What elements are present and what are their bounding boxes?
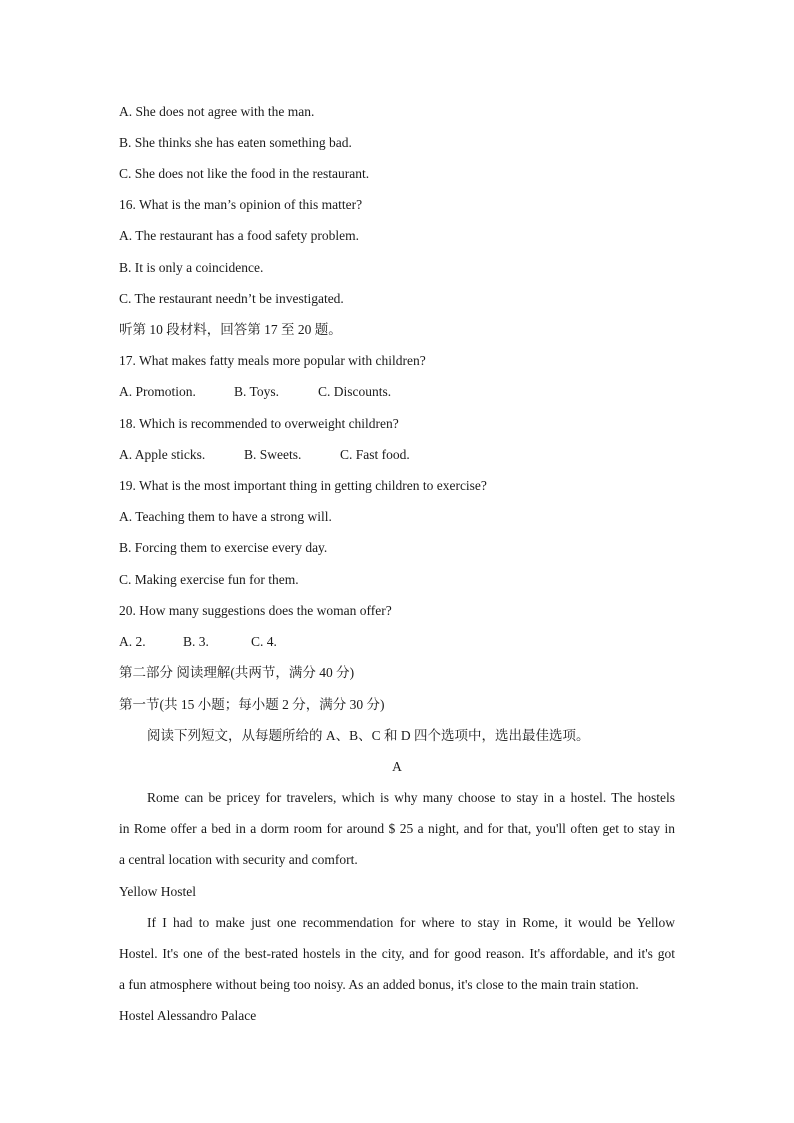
q16-option-c: C. The restaurant needn’t be investigated. bbox=[119, 291, 344, 306]
q18-option-a: A. Apple sticks. bbox=[119, 447, 206, 462]
q15-option-b: B. She thinks she has eaten something bad. bbox=[119, 135, 352, 150]
listening-instruction: 听第 10 段材料，回答第 17 至 20 题。 bbox=[119, 322, 342, 337]
q19-option-c: C. Making exercise fun for them. bbox=[119, 572, 299, 587]
q17-options bbox=[119, 383, 391, 401]
passage-label: A bbox=[392, 759, 402, 774]
q15-option-a: A. She does not agree with the man. bbox=[119, 104, 315, 119]
q17-option-a: A. Promotion. bbox=[119, 384, 196, 399]
hostel2-name: Hostel Alessandro Palace bbox=[119, 1008, 257, 1023]
q20-options bbox=[119, 633, 277, 651]
q16-question: 16. What is the man’s opinion of this matter? bbox=[119, 197, 363, 212]
q18-option-c: C. Fast food. bbox=[340, 447, 410, 462]
q18-question: 18. Which is recommended to overweight children? bbox=[119, 416, 399, 431]
hostel1-name: Yellow Hostel bbox=[119, 884, 197, 899]
q18-option-b: B. Sweets. bbox=[244, 447, 302, 462]
q19-question: 19. What is the most important thing in getting children to exercise? bbox=[119, 478, 487, 493]
hostel1-line-1: If I had to make just one recommendation for where to stay in Rome, it would be Yellow bbox=[147, 915, 675, 930]
q20-option-b: B. 3. bbox=[183, 634, 209, 649]
reading-instruction: 阅读下列短文，从每题所给的 A、B、C 和 D 四个选项中，选出最佳选项。 bbox=[147, 728, 590, 743]
passage-intro-line-2: in Rome offer a bed in a dorm room for around $ 25 a night, and for that, you'll often get to stay in bbox=[119, 821, 675, 836]
section1-heading: 第一节(共 15 小题；每小题 2 分，满分 30 分) bbox=[119, 697, 385, 712]
passage-intro-line-1: Rome can be pricey for travelers, which is why many choose to stay in a hostel. The hostels bbox=[147, 790, 675, 805]
q15-option-c: C. She does not like the food in the restaurant. bbox=[119, 166, 370, 181]
q17-question: 17. What makes fatty meals more popular with children? bbox=[119, 353, 426, 368]
part2-heading: 第二部分 阅读理解(共两节，满分 40 分) bbox=[119, 665, 355, 680]
q20-option-c: C. 4. bbox=[251, 634, 277, 649]
q19-option-b: B. Forcing them to exercise every day. bbox=[119, 540, 328, 555]
q19-option-a: A. Teaching them to have a strong will. bbox=[119, 509, 332, 524]
hostel1-line-2: Hostel. It's one of the best-rated hostels in the city, and for good reason. It's affordable, and it's got bbox=[119, 946, 675, 961]
q20-option-a: A. 2. bbox=[119, 634, 146, 649]
passage-intro-line-3: a central location with security and comfort. bbox=[119, 852, 358, 867]
q16-option-a: A. The restaurant has a food safety problem. bbox=[119, 228, 360, 243]
q18-options bbox=[119, 446, 410, 464]
q16-option-b: B. It is only a coincidence. bbox=[119, 260, 264, 275]
q20-question: 20. How many suggestions does the woman offer? bbox=[119, 603, 392, 618]
q17-option-b: B. Toys. bbox=[234, 384, 279, 399]
q17-option-c: C. Discounts. bbox=[318, 384, 392, 399]
hostel1-line-3: a fun atmosphere without being too noisy. As an added bonus, it's close to the main train station. bbox=[119, 977, 639, 992]
